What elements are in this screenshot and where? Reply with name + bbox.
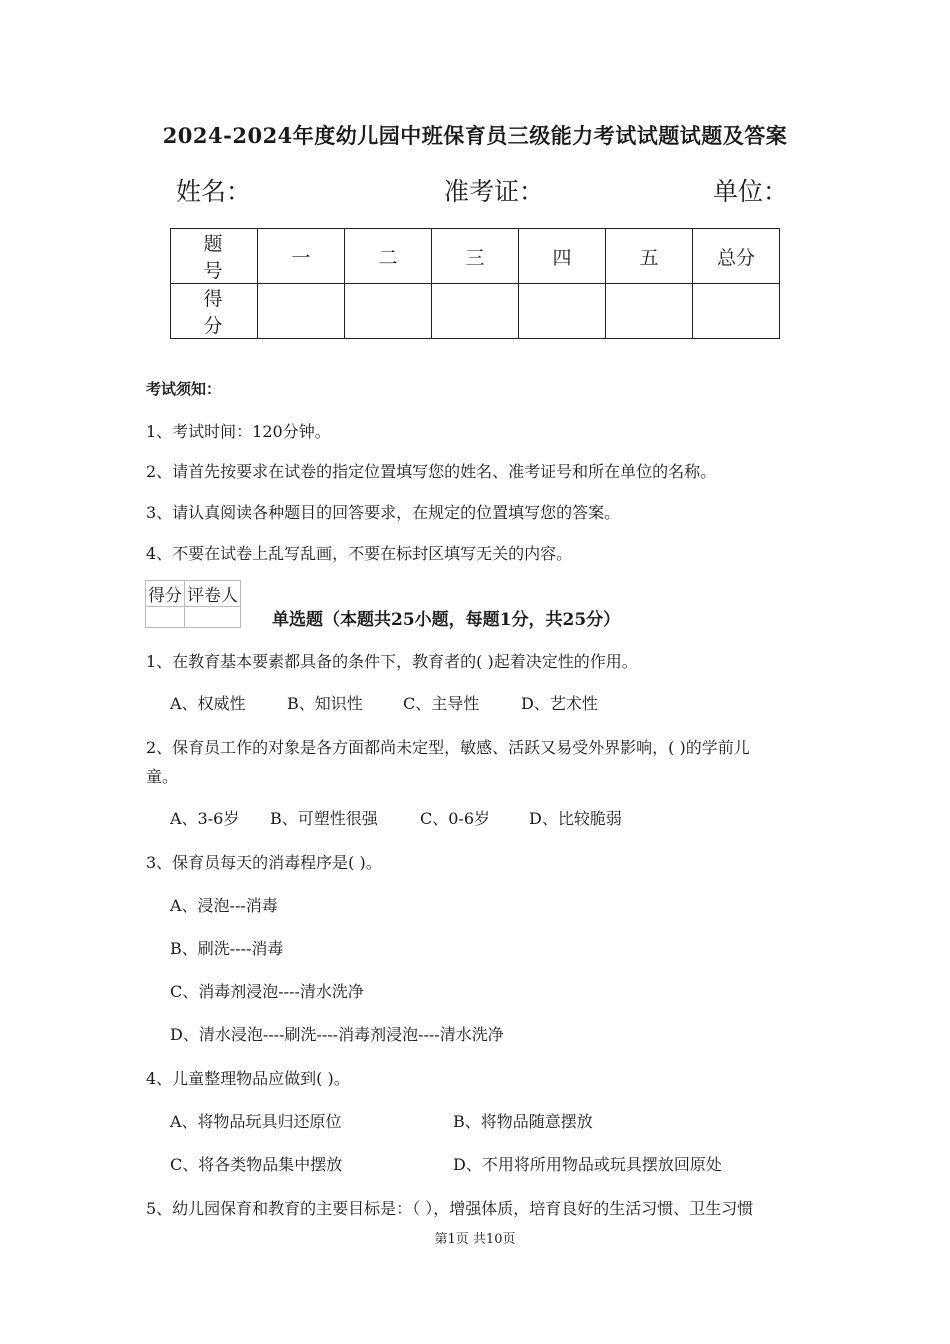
unit-field-label: 单位： [713, 177, 789, 206]
grader-score-cell [146, 607, 185, 628]
exam-id-field-label: 准考证： [444, 177, 545, 206]
q2-option-a: A、3-6岁 [170, 809, 240, 828]
grader-reviewer-cell [185, 607, 241, 628]
score-col-4: 四 [519, 229, 606, 284]
question-3: 3、保育员每天的消毒程序是( )。 [146, 853, 382, 872]
q3-option-a: A、浸泡---消毒 [170, 896, 278, 915]
q3-option-b: B、刷洗----消毒 [170, 939, 284, 958]
q4-option-c: C、将各类物品集中摆放 [170, 1155, 343, 1174]
q1-option-c: C、主导性 [403, 694, 480, 713]
score-col-1: 一 [258, 229, 345, 284]
q2-option-d: D、比较脆弱 [529, 809, 622, 828]
notice-item: 2、请首先按要求在试卷的指定位置填写您的姓名、准考证号和所在单位的名称。 [146, 462, 717, 481]
q4-option-d: D、不用将所用物品或玩具摆放回原处 [453, 1155, 722, 1174]
score-cell-5 [606, 284, 693, 339]
score-cell-4 [519, 284, 606, 339]
score-cell-total [693, 284, 780, 339]
name-field-label: 姓名： [176, 177, 252, 206]
grader-reviewer-label: 评卷人 [185, 581, 241, 607]
score-table [170, 228, 780, 339]
question-2: 2、保育员工作的对象是各方面都尚未定型，敏感、活跃又易受外界影响，( )的学前儿 [146, 738, 750, 757]
score-table-header-row [171, 229, 780, 284]
score-cell-1 [258, 284, 345, 339]
score-cell-3 [432, 284, 519, 339]
score-table-score-row [171, 284, 780, 339]
question-2-continued: 童。 [146, 767, 179, 786]
question-1: 1、在教育基本要素都具备的条件下，教育者的( )起着决定性的作用。 [146, 652, 638, 671]
grader-box [145, 580, 241, 628]
q3-option-c: C、消毒剂浸泡----清水洗净 [170, 982, 364, 1001]
question-5: 5、幼儿园保育和教育的主要目标是：（ ），增强体质，培育良好的生活习惯、卫生习惯 [146, 1199, 754, 1218]
question-number-header: 题号 [171, 229, 258, 284]
page-footer: 第1页 共10页 [434, 1232, 516, 1247]
q1-option-a: A、权威性 [170, 694, 246, 713]
score-col-5: 五 [606, 229, 693, 284]
q4-option-b: B、将物品随意摆放 [453, 1112, 593, 1131]
exam-title: 2024-2024年度幼儿园中班保育员三级能力考试试题试题及答案 [162, 123, 788, 148]
question-4: 4、儿童整理物品应做到( )。 [146, 1069, 350, 1088]
notice-item: 3、请认真阅读各种题目的回答要求，在规定的位置填写您的答案。 [146, 503, 621, 522]
q2-option-b: B、可塑性很强 [270, 809, 378, 828]
score-col-3: 三 [432, 229, 519, 284]
q1-option-d: D、艺术性 [521, 694, 598, 713]
q2-option-c: C、0-6岁 [420, 809, 491, 828]
notice-heading: 考试须知： [146, 380, 222, 398]
q4-option-a: A、将物品玩具归还原位 [170, 1112, 342, 1131]
q1-option-b: B、知识性 [287, 694, 363, 713]
notice-item: 4、不要在试卷上乱写乱画，不要在标封区填写无关的内容。 [146, 544, 573, 563]
score-col-2: 二 [345, 229, 432, 284]
score-cell-2 [345, 284, 432, 339]
score-row-header: 得分 [171, 284, 258, 339]
q3-option-d: D、清水浸泡----刷洗----消毒剂浸泡----清水洗净 [170, 1025, 504, 1044]
grader-score-label: 得分 [146, 581, 185, 607]
notice-item: 1、考试时间：120分钟。 [146, 422, 331, 441]
section-title: 单选题（本题共25小题，每题1分，共25分） [272, 610, 621, 630]
score-col-total: 总分 [693, 229, 780, 284]
